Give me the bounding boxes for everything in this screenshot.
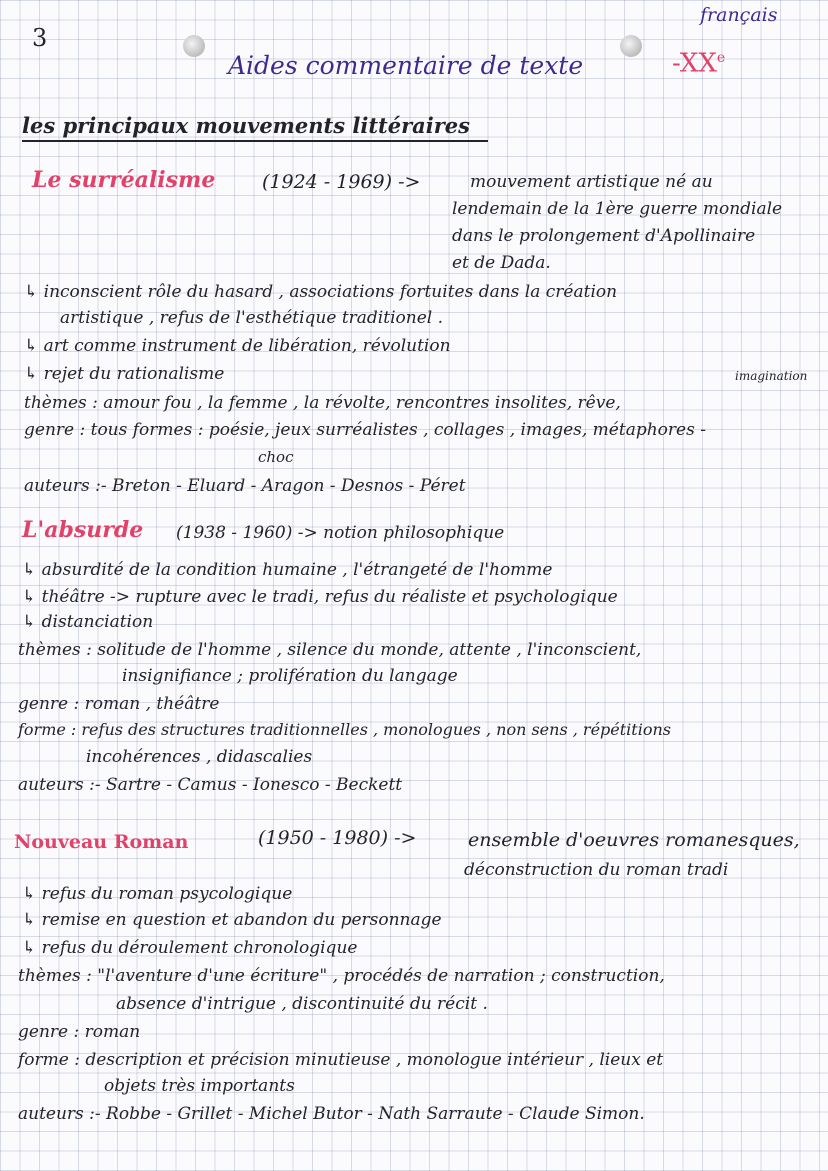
- surrealisme-line-1: ↳ inconscient rôle du hasard , associations fortuites dans la création: [24, 282, 618, 302]
- surrealisme-def-4: et de Dada.: [452, 253, 551, 273]
- absurde-line-2: ↳ théâtre -> rupture avec le tradi, refus du réaliste et psychologique: [22, 587, 618, 607]
- surrealisme-line-2: artistique , refus de l'esthétique traditionel .: [60, 308, 443, 328]
- century-sup: e: [716, 50, 726, 66]
- nouveau-roman-auteurs: auteurs :- Robbe - Grillet - Michel Butor - Nath Sarraute - Claude Simon.: [18, 1104, 645, 1124]
- nouveau-roman-line-2: ↳ remise en question et abandon du personnage: [22, 910, 442, 930]
- nouveau-roman-forme-2: objets très importants: [104, 1076, 295, 1096]
- nouveau-roman-forme: forme : description et précision minutieuse , monologue intérieur , lieux et: [18, 1050, 664, 1070]
- surrealisme-line-3: ↳ art comme instrument de libération, révolution: [24, 336, 451, 356]
- absurde-themes: thèmes : solitude de l'homme , silence du monde, attente , l'inconscient,: [18, 640, 642, 660]
- surrealisme-def-3: dans le prolongement d'Apollinaire: [452, 226, 756, 246]
- surrealisme-genre-cont: choc: [258, 448, 294, 466]
- absurde-genre: genre : roman , théâtre: [18, 694, 220, 714]
- page-number: 3: [32, 24, 48, 52]
- absurde-line-1: ↳ absurdité de la condition humaine , l'étrangeté de l'homme: [22, 560, 553, 580]
- absurde-auteurs: auteurs :- Sartre - Camus - Ionesco - Beckett: [18, 775, 403, 795]
- main-heading-underline: [22, 140, 488, 142]
- subject-label: français: [700, 4, 778, 26]
- punch-hole-left: [183, 35, 205, 57]
- nouveau-roman-themes: thèmes : "l'aventure d'une écriture" , procédés de narration ; construction,: [18, 966, 665, 986]
- section-title-nouveau-roman: Nouveau Roman: [14, 831, 189, 853]
- surrealisme-def-1: mouvement artistique né au: [470, 172, 713, 192]
- nouveau-roman-def-2: déconstruction du roman tradi: [464, 860, 729, 880]
- absurde-themes-2: insignifiance ; prolifération du langage: [122, 666, 458, 686]
- page-title: Aides commentaire de texte: [228, 51, 584, 80]
- surrealisme-line-4: ↳ rejet du rationalisme: [24, 364, 225, 384]
- absurde-line-3: ↳ distanciation: [22, 612, 154, 632]
- absurde-dates: (1938 - 1960) -> notion philosophique: [176, 523, 505, 543]
- surrealisme-auteurs: auteurs :- Breton - Eluard - Aragon - Desnos - Péret: [24, 476, 466, 496]
- nouveau-roman-genre: genre : roman: [18, 1022, 141, 1042]
- nouveau-roman-themes-2: absence d'intrigue , discontinuité du récit .: [116, 994, 488, 1014]
- surrealisme-themes: thèmes : amour fou , la femme , la révolte, rencontres insolites, rêve,: [24, 393, 621, 413]
- nouveau-roman-line-3: ↳ refus du déroulement chronologique: [22, 938, 358, 958]
- surrealisme-note: imagination: [735, 369, 808, 383]
- surrealisme-dates: (1924 - 1969) ->: [262, 171, 421, 193]
- century-text: -XX: [672, 48, 717, 79]
- section-title-absurde: L'absurde: [22, 517, 144, 543]
- nouveau-roman-line-1: ↳ refus du roman psycologique: [22, 884, 293, 904]
- main-heading: les principaux mouvements littéraires: [22, 113, 470, 138]
- absurde-forme-2: incohérences , didascalies: [86, 747, 313, 767]
- nouveau-roman-dates: (1950 - 1980) ->: [258, 827, 417, 849]
- century-label: [672, 48, 726, 79]
- punch-hole-right: [620, 35, 642, 57]
- surrealisme-genre: genre : tous formes : poésie, jeux surréalistes , collages , images, métaphores -: [24, 420, 706, 440]
- section-title-surrealisme: Le surréalisme: [32, 167, 216, 193]
- absurde-forme: forme : refus des structures traditionnelles , monologues , non sens , répétitions: [18, 720, 671, 739]
- surrealisme-def-2: lendemain de la 1ère guerre mondiale: [452, 199, 783, 219]
- nouveau-roman-def-1: ensemble d'oeuvres romanesques,: [468, 829, 800, 851]
